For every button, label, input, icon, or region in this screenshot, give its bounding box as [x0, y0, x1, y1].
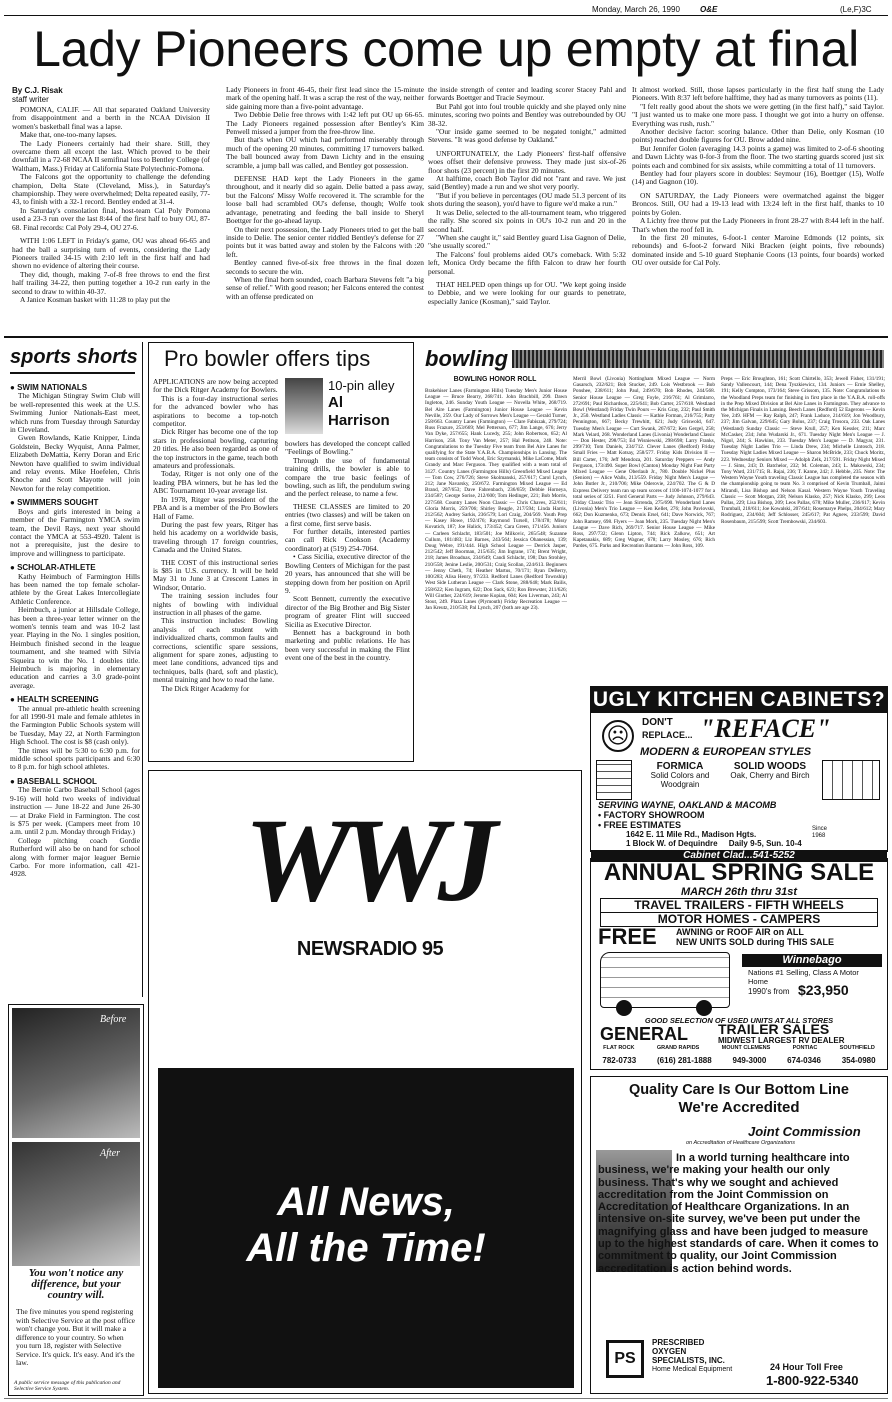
- bowler-paragraph: In 1978, Ritger was president of the PBA and is a member of the Pro Bowlers Hall of Fame.: [153, 494, 278, 521]
- selective-body: The five minutes you spend registering with Selective Service at the post office won't change you. But it will make a difference to your country. So when you turn 18, register with Selective Service. It's quick. It's easy. And it's the law.: [16, 1307, 135, 1367]
- wwj-slogan-1: All News,: [277, 1180, 455, 1224]
- masthead-code: (Le,F)3C: [840, 5, 872, 14]
- short-head: ● SWIM NATIONALS: [10, 383, 88, 392]
- byline: [12, 86, 63, 104]
- bottom-rule: [4, 1398, 888, 1399]
- story-col-2: [226, 86, 424, 332]
- headline: Lady Pioneers come up empty at final: [33, 21, 859, 77]
- bowler-paragraph: Scott Bennett, currently the executive director of the Big Brother and Big Sister program of greater Flint will succeed Sicilia as Executive Director.: [285, 594, 410, 629]
- rv-phone: 782-0733: [602, 1056, 637, 1065]
- selective-headline: You won't notice any difference, but your country will.: [28, 1267, 124, 1301]
- company-line-3: SPECIALISTS, INC.: [652, 1356, 725, 1365]
- story-paragraph: Bentley canned five-of-six free throws in the final dozen seconds to secure the win.: [226, 258, 424, 276]
- kitchen-solid: [730, 762, 810, 780]
- story-paragraph: "I felt really good about the shots we were getting (in the first half)," said Taylor. "I just wanted us to make one more pass. I thought we got into a hurry on offense. Everything was rush, rush.": [632, 101, 884, 128]
- selective-footer: A public service message of this publication and Selective Service System.: [14, 1380, 121, 1392]
- bowler-paragraph: Dick Ritger has become one of the top stars in professional bowling, capturing 20 titles. He also been regarded as one of the top instructors in the game, teach both amateurs and professionals.: [153, 427, 278, 471]
- rv-dealer-3: MIDWEST LARGEST RV DEALER: [718, 1036, 845, 1045]
- kitchen-ad-title: UGLY KITCHEN CABINETS?: [592, 688, 886, 711]
- story-paragraph: But Pahl got into foul trouble quickly and she played only nine minutes, scoring two points and Bentley was outrebounded by OU 38-32.: [428, 101, 626, 128]
- sports-shorts-body: [10, 378, 140, 996]
- rv-location: SOUTHFIELD: [839, 1045, 875, 1051]
- short-body: Heimbuch, a junior at Hillsdale College, has been a three-year letter winner on the women's tennis team and was 10-2 last year. Playing in the No. 1 singles position, Heimbuch finished second in the league tournament, and she teamed with Silvia Siqueira to win the No. 1 doubles title. Heimbuch is majoring in elementary education and carries a 3.0 grade-point average.: [10, 605, 140, 690]
- story-paragraph: The Falcons' foul problems aided OU's comeback. With 5:32 left, Monica Ordy became the fifth Falcon to draw her fourth personal.: [428, 249, 626, 276]
- short-body: Boys and girls interested in being a member of the Farmington YMCA swim team, the Devil Rays, next year should contact the YMCA at 553-4920. Talent is not a prerequisite, just the desire to improve and willingness to participate.: [10, 506, 140, 558]
- masthead-date: Monday, March 26, 1990: [592, 5, 680, 14]
- sports-shorts-rule: [10, 372, 135, 374]
- bowler-paragraph: During the past few years, Ritger has held his academy on a worldwide basis, traveling through 17 foreign countries, Canada and the United States.: [153, 519, 278, 555]
- sports-shorts-title: sports shorts: [10, 346, 138, 368]
- bowler-headline: Pro bowler offers tips: [164, 346, 371, 371]
- kitchen-styles: MODERN & EUROPEAN STYLES: [640, 746, 812, 758]
- rv-phone: 354-0980: [841, 1056, 876, 1065]
- bowler-paragraph: THESE CLASSES are limited to 20 entries (two classes) and will be taken on a first come, first serve basis.: [285, 501, 410, 528]
- bowler-paragraph: The Dick Ritger Academy for: [161, 683, 250, 693]
- rv-dates: MARCH 26th thru 31st: [680, 886, 798, 898]
- rv-dealer-2: TRAILER SALES: [718, 1021, 830, 1037]
- rv-location: MOUNT CLEMENS: [721, 1045, 771, 1051]
- sad-face-icon: ☹: [602, 720, 634, 752]
- story-paragraph: It was Delie, selected to the all-tournament team, who triggered the rally. She scored six points in OU's 10-2 run and 20 in the second half.: [428, 207, 626, 234]
- rv-phone: 674-0346: [787, 1056, 821, 1065]
- rv-used: GOOD SELECTION OF USED UNITS AT ALL STORES: [644, 1016, 834, 1025]
- story-paragraph: Make that, one-too-many lapses.: [20, 130, 117, 140]
- story-paragraph: Lady Pioneers in front 46-45, their first lead since the 15-minute mark of the opening half. It was a scrap the rest of the way, neither side gaining more than a five-point advantage.: [226, 86, 424, 111]
- short-head: ● SWIMMERS SOUGHT: [10, 498, 99, 508]
- rv-phone: 949-3000: [732, 1056, 767, 1065]
- quality-title-1: Quality Care Is Our Bottom Line: [629, 1082, 849, 1098]
- bowler-paragraph: Bennett has a background in both marketing and public relations. He has been very successful in making the Flint event one of the best in the country.: [285, 627, 410, 663]
- joint-commission-sub: on Accreditation of Healthcare Organizations: [686, 1140, 795, 1146]
- bowler-paragraph: THE COST of this instructional series is $85 in U.S. currency. It will be held May 31 to June 3 at Crescent Lanes in Windsor, Ontario.: [153, 557, 278, 592]
- ps-logo: PS: [606, 1340, 644, 1378]
- bowler-paragraph: This instruction includes: Bowling analysis of each student with individualized charts, common faults and corrections, scientific spare sessions, alignment for spare zones, adjusting to meet lane conditions, advanced tips and techniques, balls (hard, soft and plastic), mental training and how to read the lane.: [153, 616, 278, 685]
- story-paragraph: They did, though, making 7-of-8 free throws to end the first half trailing 34-22, then putting together a 10-2 run early in the second to draw to within 40-37.: [12, 269, 210, 296]
- story-paragraph: A Janice Kosman basket with 11:28 to play put the: [20, 294, 171, 304]
- story-paragraph: It almost worked. Still, those lapses particularly in the first half stung the Lady Pioneers. With 8:37 left before halftime, they had as many turnovers as points (11).: [632, 86, 884, 103]
- bowler-paragraph: Today, Ritger is not only one of the leading PBA winners, but he has led the ABC Tournament 10-year average list.: [153, 469, 278, 496]
- story-paragraph: A Lichty free throw put the Lady Pioneers in front 28-27 with 8:44 left in the half. That's when the roof fell in.: [632, 216, 884, 234]
- rv-phones: [592, 1056, 886, 1066]
- bowler-paragraph: Through the use of fundamental training drills, the bowler is able to compare the true basic feelings of bowling, such as lift, the pendulum swing and the perfect release, to name a few.: [285, 455, 410, 499]
- kitchen-since: Since 1968: [812, 826, 828, 839]
- bowling-label: bowling: [425, 346, 509, 371]
- bowling-col-1: Brakehiser Lanes (Farmington Hills) Tuesday Men's Junior House League — Bruce Bearry, 268/741. John Brachbill, 299. Dawn Ingleton, 246. Sunday Youth League — Novella White, 268/719. Bel Aire Lanes (Farmington) Junior House League — Kevin Neville, 259. Our Lady of Sorrows Men's League — Gerald Turner, 258/663. Country Lanes (Farmington) — Clare Fabiszak, 279/724; Russ Frazure, 253/669; Mel Petterson, 677; Jim Lange, 676; Jerry Van Dyke, 257/655; Hank Lucedy, 255; John Robertson, 652; Al Harrison, 258. Tony Van Meter, 257; Hal Petitson, 248. Note: Congratulations to the Tuesday Five team from Bel Aire Lanes for qualifying for the State Y.A.B.A. Championships in Lansing. The team consists of Todd Wood, Eric Szymanski, Mike LaCome, Mark Grandy and Marc Ferguson. They qualified with a team total of 3127. Country Lanes (Farmington Hills) Greenfield Mixed League — Tom Cow, 276/726; Steve Skolmanski, 257/617; Carol Lynch, 212; Jane Navarsky, 250/672. Farmington Mixed League — Ed Brand, 287/653; Dave Fahrenbach, 236/659; Debbie Horneya, 234/587; George Sorise, 212/600; Tom Hedinger, 221; Bob Morris, 227/568. Country Lanes Noon Classic — Chris Chaves, 252/611; Gloria Morris, 259/706; Shirley Beagle, 217/594; Linda Harris, 212/562; Audrey Sarkis, 236/579; Lori Craig, 204/569. Youth Prep — Kasey Howe, 192/476; Raymond Tursell, 178/478; Missy Kovatich, 187; Joe Halick, 173/452; Cara Green, 171/456. Juniors — Carleen Schlacht, 183/501; Joe Milkovic, 265/548; Suzanne Cullum, 181/483; Liz Barnes, 243/564; Jessica Ohanessian, 139; Doug Webre, 191/444. High School League — Derrick Jasper, 212/542; Jeff Boorman, 215/635; Jim Ingrane, 174; Brent Wright, 218; James Broadnax, 234/649; Candi Schlacht, 198; Dan Strohley, 210/558; Jenine Leslie, 200/531; Craig Scollan, 224/613. Beginners — Jenny Cheth, 74; Heather Martus, 70/171; Ryan DeBerry, 100/283; Alisa Henry, 97/233. Redford Lanes (Redford Township) West Side Lutheran League — Clark Stone, 288/648; Mark Bailis, 258/622; Ken Ingram, 622; Don Sack, 623; Ron Brewster, 211/626; Will Ginther, 224/619; Jerome Kopian, 604; Ken Liverman, 243; Al Stout, 249. Plaza Lanes (Plymouth) Friday Recreation League — Jan Kreutz, 210/538; Pal Lynch, 207 (both are age 23).: [425, 388, 567, 612]
- short-body: The times will be 5:30 to 6:30 p.m. for middle school sports participants and 6:30 to 8 p.m. for high school athletes.: [10, 745, 140, 772]
- column-tag: 10-pin alley: [328, 378, 395, 393]
- rv-phone: (616) 281-1888: [657, 1056, 712, 1065]
- byline-title: staff writer: [12, 95, 49, 104]
- kitchen-bullet-2: • FREE ESTIMATES: [598, 820, 681, 830]
- rv-price: $23,950: [798, 982, 849, 998]
- section-rule: [4, 336, 888, 338]
- story-paragraph: "When she caught it," said Bentley guard Lisa Gagnon of Delie, "she usually scored.": [428, 232, 626, 251]
- kitchen-address-1: 1642 E. 11 Mile Rd., Madison Hgts.: [626, 830, 757, 839]
- short-body: College pitching coach Gordie Rutherford will also be on hand for school along with former major leaguer Bernie Carbo. For more information, call 421-4928.: [10, 835, 140, 879]
- short-body: The Bernie Carbo Baseball School (ages 9-16) will hold two weeks of individual instruction — June 18-22 and June 26-30 — at Drake Field in Farmington. The cost is $75 per week. (Campers meet from 10 a.m. until 2 p.m. Monday through Friday.): [10, 785, 140, 837]
- wwj-tagline: NEWSRADIO 95: [296, 938, 444, 960]
- story-paragraph: DEFENSE HAD kept the Lady Pioneers in the game throughout, and it nearly did so again. Delie batted a pass away, but the Falcons' Missy Wolfe recovered it. The scramble for the loose ball had scrambled OU's defense, though; Wolfe took advantage, penetrating and feeding the ball inside to Sheryl Boettger for the go-ahead layup.: [226, 174, 424, 226]
- after-photo: [12, 1142, 140, 1266]
- rv-brand: Winnebago: [742, 954, 882, 967]
- company-name: [652, 1338, 732, 1374]
- story-col-1: [12, 106, 210, 332]
- cabinet-illustration: [596, 760, 632, 800]
- story-paragraph: The Falcons got the opportunity to challenge the defending champion, Delta State (Cleveland, Miss.), in Saturday's championship. They were overwhelmed; Delta repeated easily, 77-43, to finish with a 32-1 record. Bentley ended at 31-4.: [12, 172, 210, 207]
- before-photo: [12, 1008, 140, 1138]
- bowler-paragraph: APPLICATIONS are now being accepted for the Dick Ritger Academy for Bowlers.: [153, 378, 278, 395]
- rv-location: FLAT ROCK: [603, 1045, 635, 1051]
- kitchen-reface: "REFACE": [700, 714, 831, 743]
- rv-location: GRAND RAPIDS: [656, 1045, 700, 1051]
- short-body: The Michigan Stingray Swim Club will be well-represented this week at the U.S. Swimming Junior Nationals-East meet, which runs from Tuesday through Saturday in Cleveland.: [10, 391, 140, 435]
- solid-woods-sub: Oak, Cherry and Birch: [730, 771, 810, 780]
- rv-title: ANNUAL SPRING SALE: [603, 859, 875, 886]
- byline-name: By C.J. Risak: [12, 86, 63, 95]
- kitchen-hours: Daily 9-5, Sun. 10-4: [728, 839, 802, 848]
- columnist-photo: [285, 378, 323, 434]
- masthead-paper: O&E: [700, 5, 718, 14]
- short-head: ● HEALTH SCREENING: [10, 695, 99, 705]
- kitchen-address-2: [626, 839, 802, 848]
- joint-commission-name: Joint Commission: [748, 1124, 861, 1139]
- story-paragraph: ON SATURDAY, the Lady Pioneers were overmatched against the bigger Broncos. Still, OU had a 19-13 lead with 13:24 left in the first half, thanks to 10 points by Golen.: [632, 190, 884, 217]
- kitchen-phone: Cabinet Clad...541-5252: [591, 850, 887, 862]
- story-paragraph: When the final horn sounded, coach Barbara Stevens felt "a big sense of relief." With good reason; her Falcons entered the contest with an offense predicated on: [226, 274, 424, 301]
- quality-title-2: We're Accredited: [678, 1099, 800, 1116]
- story-paragraph: THAT HELPED open things up for OU. "We kept going inside to Debbie, and we were looking for our guards to penetrate, especially Janice (Kosman)," said Taylor.: [428, 279, 626, 306]
- rv-brand-sub: Nations #1 Selling, Class A Motor Home: [748, 968, 859, 986]
- bowling-col-3: Preps — Eric Broughton, 161; Scott Chirtello, 353; Jewell Fisher, 131/191; Sandy Vallencourt, 144; Dena Tyszkiewicz, 134. Juniors — Ernie Shelley, 191; Kelly Compton, 173/164; Steve Grissom, 135. Note: Congratulations to the Woodland Preps team for finishing in first place in the Y.A.B.A. roll-offs in the Prep Mixed Division at Bel Aire Lanes in Farmington. They advance to the Michigan Finals in Lansing. Beech Lanes (Redford) 52 Eagerons — Kevin Yee, 249. HFM — Ray Ralph, 247; Frank Laduce, 214/619; Jon Woodbury, 237; Jim Galvan, 229/645; Gary Bolus, 237; Craig Trosora, 233. Oak Lanes (Westland) Sunday Classic — Steve Krull, 257; Ken Kessler, 211; Marc McCasker, 234; John Wudarski Jr., 671. Tuesday Night Men's League — J. Nigol, 244; S. Hawkins, 233. Tuesday Men's League — D. Magyar, 231. Tuesday Night Ladies Trio — Linda Drew, 234; Michelle Lintosch, 218. Tuesday Night Ladies Mixed League — Sharon McBride, 233; Chuck Moritz, 223. Wednesday Seniors Mixed — Adolph Zelk, 217/591. Friday Night Mixed — J. Sims, 243; D. Batchelor, 232; M. Coleman, 243; L. Makowski, 234; Tony Ward, 231/715; R. Rajai, 236; T. Kanne, 242; J. Hebble, 235. Note: The Western Wayne Youth traveling Classic League has completed the season with the championship going to team No. 3 comprised of Kevin Trumball, Jaimi Mirandi, Lisa Bishop and Nelson Kasal. Western Wayne Youth Traveling Classic — Scott Morgan, 238; Nelson Klasko, 257; Nick Klasko, 299; Leos Pallas, 229; Lisa Bishop, 209; Leos Pallas, 678; Mike Muller, 236/617; Kevin Trumball, 218/611; Joe Kowalski, 207/641; Rosemarye Phelps, 204/612; Mary Rodriguez, 234/604; Jeff Schlosser, 245/617; Pat Agnew, 233/599; David Rosenbaum, 215/599; Scott Trembowski, 234/603.: [721, 376, 885, 525]
- column-rule: [142, 342, 143, 997]
- story-paragraph: Bentley had four players score in doubles: Seymour (16), Boettger (15), Wolfe (14) and Gagnon (10).: [632, 169, 884, 187]
- rv-location: PONTIAC: [792, 1045, 818, 1051]
- company-line-2: OXYGEN: [652, 1347, 687, 1356]
- kitchen-bullet-1: • FACTORY SHOWROOM: [598, 810, 705, 820]
- story-paragraph: POMONA, CALIF. — All that separated Oakland University from disappointment and a berth in the NCAA Division II women's basketball final was a lapse.: [12, 106, 210, 131]
- short-body: Kathy Heimbuch of Farmington Hills has been named the top female scholar-athlete by the Great Lakes Intercollegiate Athletic Conference.: [10, 571, 140, 606]
- story-paragraph: In Saturday's consolation final, host-team Cal Poly Pomona used a 23-3 run over the last 8:44 of the first half to bury OU, 87-68. Final records: Cal Poly 29-4, OU 27-6.: [12, 205, 210, 232]
- bowling-col-2: Merril Bowl (Livonia) Nottingham Mixed League — Norm Gasarsch, 232/621; Bob Stucker, 249. Lois Westbrook — Bob Ponshee, 238/611; John Paul, 249/670; Bob Rhodes, 244/568. Senior House League — Greg Foyle, 216/761; Al Grimlarro, 272/691; Paul Richardson, 225/641; Bob Carter, 257/618. Westland Bowl (Westland) Friday Twin Pours — Kris Gray, 232; Paul Smith Jr., 250. Westland Ladies Classic — Kathie Forman, 216/755; Patty Pennington, 667; Becky Trewhitt, 621; Judy Griswold, 647. Tuesday Men's League — Curt Swank, 267/672; Ken Gergel, 258; Mark Velard, 268. Wonderland Lanes (Livonia) Wonderland Classic — Don Hester, 298/753; Ed Wisniewski, 298/698; Larry Franks, 299/710; Tom Daniels, 234/712. Clever Lanes (Redford) Friday Small Fries — Matt Kotsay, 258/577. Friday Kids Division II — Bill Carter, 176; Jeff Mendoza, 201. Saturday Preppers — Andy Ferguson, 173/490. Super Bowl (Canton) Monday Night Fast Party Mixed League — Gene Oberlaub Jr., 780. Double Nickel Plus (Seniors) — Alice Walls, 213/559. Friday Night Men's League — John Butler Jr., 210/706; Mike Oderovie, 224/702. The G & D Express Delivery team ran up team scores of 1100-1074-1077 for a total series of 3251. Ford General Parts — Judy Johnson, 279/643. Friday Classic Trio — Jean Sirrenda, 275/690. Wonderland Lanes (Livonia) Men's Trio League — Ken Kellet, 276; John Pavlovski, 662; Don Kuzmenko, 673; Dennis Ersel, 641; Dave Norwick, 767; John Ramsey, 698. Flyers — Joan Mork, 235. Tuesday Night Men's League — Dave Rich, 269/717. Senior House League — Mike Ross, 297/732; Glenn Lipton, 744; Rick Zalkow, 651; Art Kapetanakis, 689; Greg Wagner, 678; Larry Mosley, 676; Rich Pardes, 675. Parks and Recreation Bantams — John Ross, 109.: [573, 376, 715, 550]
- toll-free-phone: 1-800-922-5340: [766, 1373, 859, 1388]
- quality-body: In a world turning healthcare into business, we're making your health our only business. That's why we sought and achieved accreditation from the Joint Commission on Accreditation of Healthcare Organizations. In an intensive on-site survey, we've been put under the magnifying glass and have been judged to measure up to the highest standards of care. When it comes to commitment to quality, our Joint Commission accreditation is action behind words.: [598, 1152, 879, 1275]
- story-paragraph: The Lady Pioneers certainly had their share. Still, they overcame them all except the last. Which proved to be their downfall in a 72-68 NCAA II semifinal loss to Bentley College (of Waltham, Mass.) Friday at California State Polytechnic-Pomona.: [12, 138, 210, 173]
- rv-free: FREE: [598, 924, 657, 949]
- toll-free-label: 24 Hour Toll Free: [770, 1362, 843, 1372]
- bowler-paragraph: The training session includes four nights of bowling with individual instruction in all phases of the game.: [153, 591, 278, 617]
- rv-price-pre: 1990's from: [748, 987, 790, 996]
- bowler-paragraph: For further details, interested parties can call Rick Cookson (Academy coordinator) at (519) 254-7064.: [285, 527, 410, 553]
- short-head: ● SCHOLAR-ATHLETE: [10, 563, 96, 573]
- rv-line-1: TRAVEL TRAILERS - FIFTH WHEELS: [600, 898, 878, 913]
- before-label: Before: [100, 1014, 127, 1025]
- story-col-3: [428, 86, 626, 332]
- story-paragraph: Another decisive factor: scoring balance. Other than Delie, only Kosman (10 points) reached double figures for OU. Brow added nine.: [632, 127, 884, 145]
- story-paragraph: "Our inside game seemed to be negated tonight," admitted Stevens. "It was good defense by Oakland.": [428, 127, 626, 145]
- rv-free-line-2: NEW UNITS SOLD during THIS SALE: [676, 937, 834, 947]
- story-paragraph: But that's when OU which had performed miserably through much of the opening 20 minutes, committing 17 turnovers balked. The ball bounced away from Dawn Lichty and in the ensuing scramble, a jump ball was called, and Bentley got possession.: [226, 135, 424, 170]
- motorhome-illustration: [600, 952, 730, 1008]
- story-paragraph: On their next possession, the Lady Pioneers tried to get the ball inside to Delie. The senior center riddled Bentley's defense for 27 points but it was batted away and stolen by the Falcons with :20 left.: [226, 224, 424, 259]
- short-body: Gwen Rowlands, Katie Knipper, Linda Goldstein, Becky Wyquist, Anna Palmer, Elizabeth DeMattia, Kerry Doran and Eric Newton have qualified to swim individual and relay events. Mike Hoefelen, Chris Knoche and Scott Mayotte will join Newton for the relay competition.: [10, 433, 140, 493]
- kitchen-replace: REPLACE...: [642, 730, 693, 740]
- bowler-paragraph: This is a four-day instructional series for the advanced bowler who has aspirations to become a top-notch competitor.: [153, 393, 278, 429]
- kitchen-formica: [640, 762, 720, 789]
- columnist-last: Harrison: [328, 412, 390, 429]
- bowler-col-2: [285, 440, 410, 758]
- story-paragraph: the inside strength of center and leading scorer Stacey Pahl and forwards Boettger and Tracie Seymour.: [428, 86, 626, 103]
- formica-label: FORMICA: [656, 761, 704, 772]
- bowler-col-1: [153, 378, 278, 758]
- columnist-first: Al: [328, 394, 343, 411]
- rv-free-line-1: AWNING or ROOF AIR on ALL: [676, 927, 804, 937]
- story-paragraph: "But if you believe in percentages (OU made 51.3 percent of its shots during the season), you'd have to figure we'd make a run.": [428, 190, 626, 209]
- rv-dealer-1: GENERAL: [600, 1024, 689, 1044]
- story-paragraph: But Jennifer Golen (averaging 14.3 points a game) was limited to 2-of-6 shooting and Dawn Lichty was 0-for-3 from the floor. The two starting guards scored just six points each and combined for six assists, while committing a total of 11 turnovers.: [632, 143, 884, 170]
- story-paragraph: WITH 1:06 LEFT in Friday's game, OU was ahead 66-65 and had the ball a surprising turn of events, considering the Lady Pioneers trailed 34-15 with 2:10 left in the first half and had shown no evidence of altering their course.: [12, 236, 210, 271]
- masthead-rule: [4, 15, 888, 16]
- cabinet-illustration: [822, 760, 880, 800]
- story-paragraph: In the first 20 minutes, 6-foot-1 center Maroine Edmonds (12 points, six rebounds) and 6-foot-2 forward Niki Bracken (eight points, five rebounds) dominated inside and 5-10 guard Stephanie Coons (13 points, four boards) worked OU over outside for Cal Poly.: [632, 232, 884, 268]
- story-col-4: [632, 86, 884, 332]
- bowler-paragraph: bowlers has developed the concept called "Feelings of Bowling.": [285, 440, 410, 457]
- solid-woods-label: SOLID WOODS: [733, 761, 807, 772]
- after-label: After: [100, 1148, 120, 1159]
- company-line-1: PRESCRIBED: [652, 1338, 705, 1347]
- bowling-honor-title: BOWLING HONOR ROLL: [453, 376, 537, 383]
- formica-sub: Solid Colors and Woodgrain: [650, 771, 710, 789]
- rv-locations: [592, 1045, 886, 1052]
- wwj-logo: WWJ: [244, 793, 488, 926]
- story-paragraph: Two Debbie Delie free throws with 1:42 left put OU up 66-65. The Lady Pioneers regained possession after Bentley's Kim Penwell missed a jumper from the free-throw line.: [226, 110, 424, 137]
- kitchen-block: 1 Block W. of Dequindre: [626, 839, 718, 848]
- wheel-icon: [616, 1000, 632, 1016]
- bowler-paragraph: • Cass Sicilia, executive director of the Bowling Centers of Michigan for the past 20 years, has announced that she will be stepping down from her position on April 9.: [285, 552, 410, 595]
- kitchen-serving: SERVING WAYNE, OAKLAND & MACOMB: [598, 800, 777, 810]
- bowling-banner: [512, 350, 884, 368]
- rv-line-2: MOTOR HOMES - CAMPERS: [600, 912, 878, 927]
- story-paragraph: UNFORTUNATELY, the Lady Pioneers' first-half offensive woes offset their defensive prowess. They made just six-of-26 floor shots (23 percent) in the first 20 minutes.: [428, 148, 626, 175]
- story-paragraph: At halftime, coach Bob Taylor did not "rant and rave. We just said (Bentley) made a run and we shot very poorly.: [428, 174, 626, 192]
- kitchen-dont: DON'T: [642, 717, 673, 728]
- wwj-slogan-2: All the Time!: [246, 1226, 486, 1270]
- short-body: The annual pre-athletic health screening for all 1990-91 male and female athletes in the Farmington Public Schools system will be Tuesday, May 22, at North Farmington High School. The cost is $8 (cash only).: [10, 703, 140, 747]
- company-line-4: Home Medical Equipment: [652, 1366, 733, 1373]
- wheel-icon: [696, 1000, 712, 1016]
- short-head: ● BASEBALL SCHOOL: [10, 776, 97, 786]
